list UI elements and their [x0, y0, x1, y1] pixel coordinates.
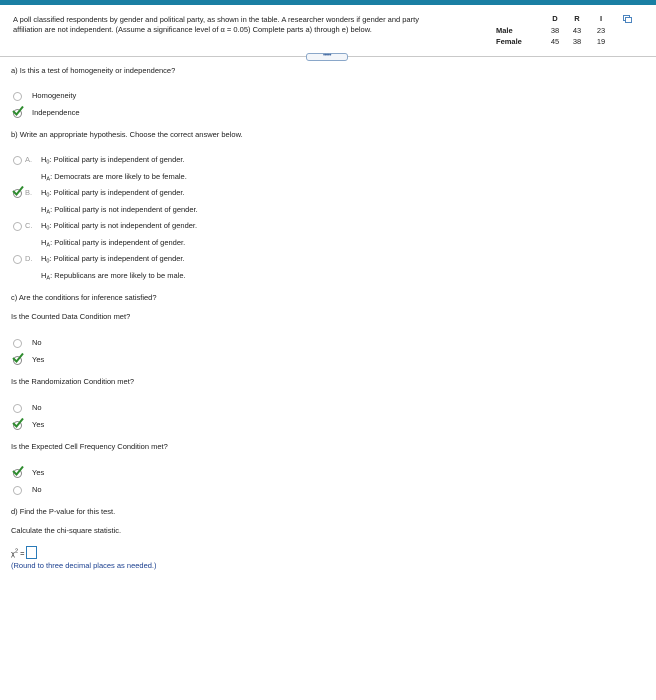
- expand-button[interactable]: •••••: [306, 53, 348, 61]
- h0-text: : Political party is independent of gender.: [49, 188, 185, 197]
- part-c-question: c) Are the conditions for inference satisfied?: [11, 293, 157, 302]
- h0-symbol: H: [41, 155, 47, 164]
- data-table: [494, 14, 618, 48]
- option-letter-d: D.: [25, 254, 33, 263]
- ha-text: : Democrats are more likely to be female.: [50, 171, 187, 181]
- alpha-symbol: α: [220, 25, 225, 34]
- randomization-question: Is the Randomization Condition met?: [11, 377, 134, 386]
- h0-symbol: H: [41, 221, 47, 230]
- ha-symbol: H: [41, 237, 47, 247]
- hypothesis-option-a: [25, 153, 32, 166]
- ha-text: : Republicans are more likely to be male.: [50, 270, 186, 280]
- radio-counted-no[interactable]: [13, 339, 22, 348]
- option-independence: Independence: [32, 108, 80, 117]
- h0-line: [41, 153, 187, 170]
- h0-symbol: H: [41, 188, 47, 197]
- equals-sign: =: [18, 549, 25, 558]
- radio-hypothesis-d[interactable]: [13, 255, 22, 264]
- problem-line-1: A poll classified respondents by gender and political party, as shown in the table. A researcher wonders if gender and party: [13, 15, 419, 24]
- hypothesis-d-text: [41, 252, 186, 285]
- ha-text: : Political party is independent of gender.: [50, 237, 186, 247]
- table-cell: 38: [550, 26, 560, 35]
- checkmark-icon: [12, 352, 24, 363]
- h0-symbol: H: [41, 254, 47, 263]
- option-letter-b: B.: [25, 188, 33, 197]
- ha-subscript: A: [46, 176, 51, 182]
- chi-superscript: 2: [14, 548, 18, 555]
- option-random-yes: Yes: [32, 420, 45, 429]
- table-cell: 43: [572, 26, 582, 35]
- popout-icon[interactable]: [623, 15, 632, 23]
- ha-line: [41, 170, 187, 187]
- ha-line: [41, 269, 186, 286]
- hypothesis-b-text: [41, 186, 198, 219]
- h0-line: [41, 186, 198, 203]
- hypothesis-c-text: [41, 219, 197, 252]
- ha-subscript: A: [46, 242, 51, 248]
- option-expected-yes: Yes: [32, 468, 45, 477]
- ha-symbol: H: [41, 270, 47, 280]
- chi-square-input[interactable]: [26, 546, 37, 559]
- radio-homogeneity[interactable]: [13, 92, 22, 101]
- row-label-female: Female: [496, 37, 522, 46]
- problem-line-2-post: = 0.05) Complete parts a) through e) below.: [224, 25, 372, 34]
- ha-line: [41, 203, 198, 220]
- hypothesis-option-b: [25, 186, 32, 199]
- h0-line: [41, 219, 197, 236]
- ha-symbol: H: [41, 204, 47, 214]
- top-bar: [0, 0, 656, 5]
- rounding-hint: (Round to three decimal places as needed.): [11, 561, 157, 570]
- option-letter-a: A.: [25, 155, 33, 164]
- h0-text: : Political party is independent of gender.: [49, 155, 185, 164]
- problem-statement: [13, 15, 493, 35]
- ha-subscript: A: [46, 209, 51, 215]
- row-label-male: Male: [496, 26, 513, 35]
- part-b-question: b) Write an appropriate hypothesis. Choose the correct answer below.: [11, 130, 243, 139]
- checkmark-icon: [12, 185, 24, 196]
- h0-subscript: 0: [46, 159, 50, 166]
- h0-text: : Political party is not independent of gender.: [49, 221, 198, 230]
- option-homogeneity: Homogeneity: [32, 91, 77, 100]
- chi-symbol: χ: [11, 549, 15, 558]
- ha-symbol: H: [41, 171, 47, 181]
- ha-subscript: A: [46, 275, 51, 281]
- part-a-question: a) Is this a test of homogeneity or independence?: [11, 66, 176, 75]
- column-header-d: D: [552, 14, 558, 23]
- table-cell: 45: [550, 37, 560, 46]
- radio-hypothesis-c[interactable]: [13, 222, 22, 231]
- column-header-r: R: [574, 14, 580, 23]
- radio-random-no[interactable]: [13, 404, 22, 413]
- part-d-question: d) Find the P-value for this test.: [11, 507, 116, 516]
- hypothesis-option-d: [25, 252, 33, 265]
- checkmark-icon: [12, 417, 24, 428]
- radio-hypothesis-a[interactable]: [13, 156, 22, 165]
- hypothesis-option-c: [25, 219, 33, 232]
- column-header-i: I: [599, 14, 603, 23]
- ha-text: : Political party is not independent of gender.: [50, 204, 198, 214]
- option-expected-no: No: [32, 485, 42, 494]
- table-cell: 19: [596, 37, 606, 46]
- radio-expected-no[interactable]: [13, 486, 22, 495]
- option-counted-yes: Yes: [32, 355, 45, 364]
- problem-line-2-pre: affiliation are not independent. (Assume a significance level of: [13, 25, 221, 34]
- ha-line: [41, 236, 197, 253]
- problem-line-2: [13, 25, 493, 35]
- checkmark-icon: [12, 105, 24, 116]
- chi-square-prompt: Calculate the chi-square statistic.: [11, 526, 122, 535]
- option-counted-no: No: [32, 338, 42, 347]
- counted-data-question: Is the Counted Data Condition met?: [11, 312, 131, 321]
- hypothesis-a-text: [41, 153, 187, 186]
- h0-line: [41, 252, 186, 269]
- option-letter-c: C.: [25, 221, 33, 230]
- option-random-no: No: [32, 403, 42, 412]
- h0-subscript: 0: [46, 225, 50, 232]
- h0-subscript: 0: [46, 192, 50, 199]
- checkmark-icon: [12, 465, 24, 476]
- table-cell: 23: [596, 26, 606, 35]
- h0-subscript: 0: [46, 258, 50, 265]
- table-cell: 38: [572, 37, 582, 46]
- h0-text: : Political party is independent of gender.: [49, 254, 185, 263]
- expected-cell-question: Is the Expected Cell Frequency Condition met?: [11, 442, 168, 451]
- chi-square-answer-line: [11, 546, 37, 559]
